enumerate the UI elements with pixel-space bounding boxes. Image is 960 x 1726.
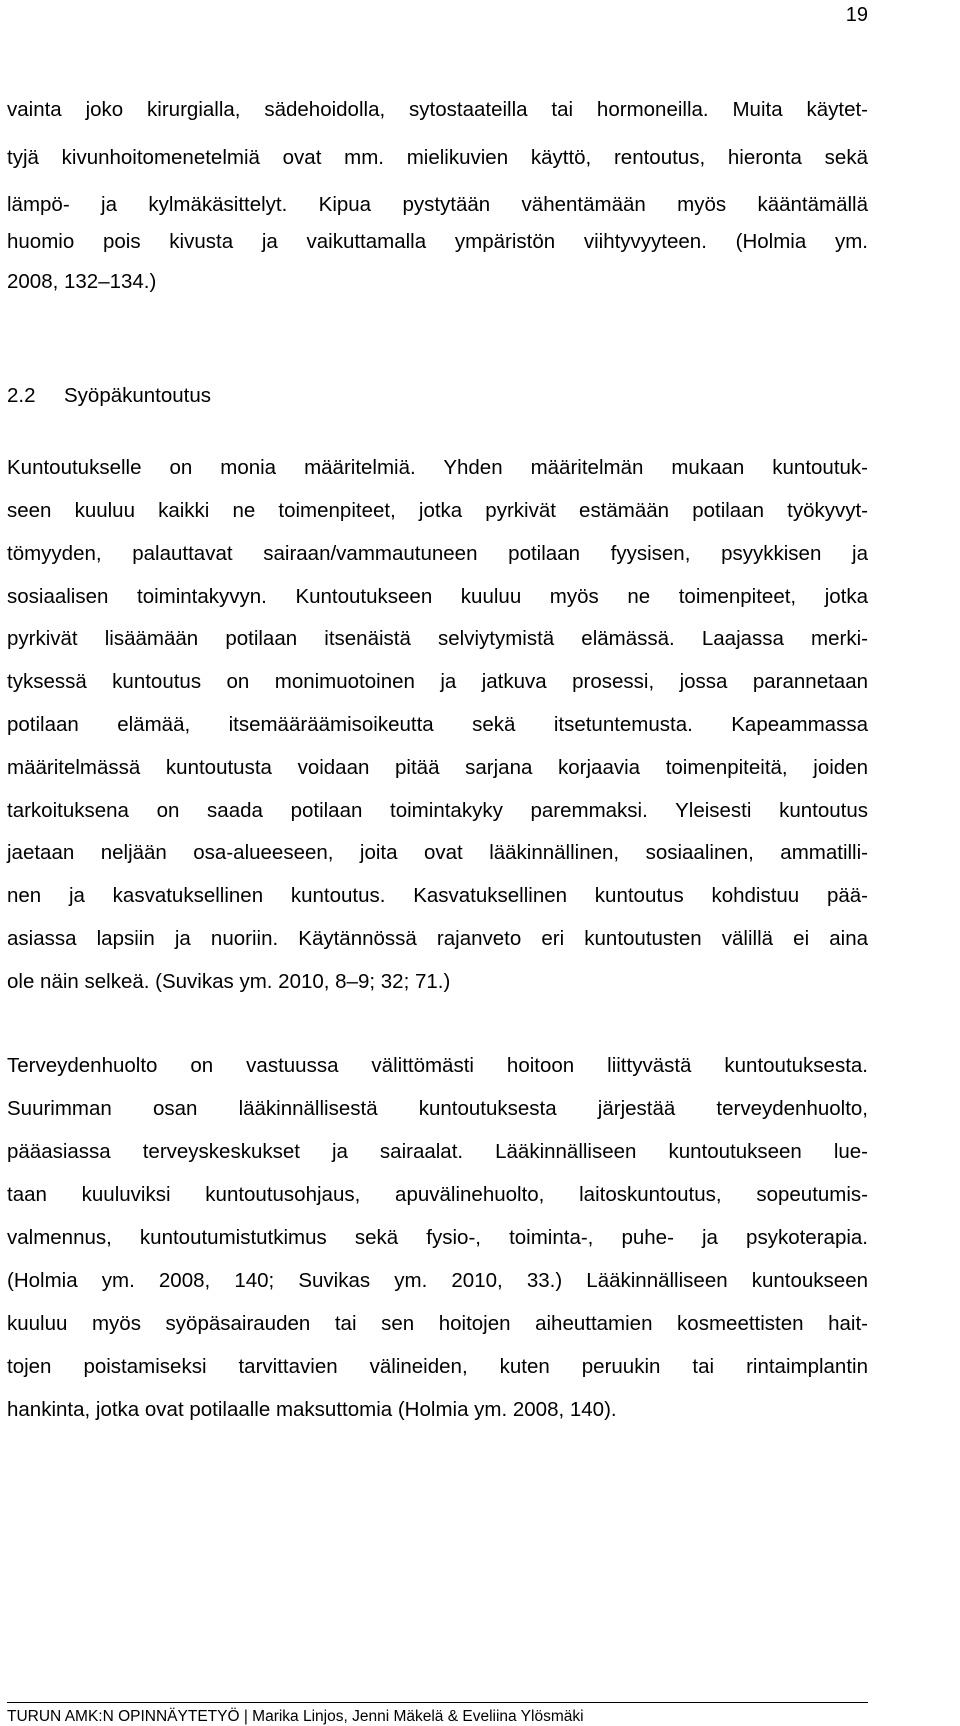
page-number: 19 (845, 4, 868, 26)
text-line: sosiaalisen toimintakyvyn. Kuntoutukseen kuuluu myös ne toimenpiteet, jotka (7, 585, 868, 608)
text-line: tarkoituksena on saada potilaan toimintakyky paremmaksi. Yleisesti kuntoutus (7, 799, 868, 822)
text-line: lämpö- ja kylmäkäsittelyt. Kipua pystytään vähentämään myös kääntämällä (7, 193, 868, 216)
text-line: pääasiassa terveyskeskukset ja sairaalat. Lääkinnälliseen kuntoutukseen lue- (7, 1140, 868, 1163)
text-line: kuuluu myös syöpäsairauden tai sen hoitojen aiheuttamien kosmeettisten hait- (7, 1312, 868, 1335)
text-line: hankinta, jotka ovat potilaalle maksuttomia (Holmia ym. 2008, 140). (7, 1398, 617, 1421)
text-line: tömyyden, palauttavat sairaan/vammautuneen potilaan fyysisen, psyykkisen ja (7, 542, 868, 565)
section-title: Syöpäkuntoutus (64, 384, 212, 407)
text-line: tyksessä kuntoutus on monimuotoinen ja jatkuva prosessi, jossa parannetaan (7, 670, 868, 693)
section-number: 2.2 (7, 384, 36, 407)
text-line: seen kuuluu kaikki ne toimenpiteet, jotka pyrkivät estämään potilaan työkyvyt- (7, 499, 868, 522)
text-line: asiassa lapsiin ja nuoriin. Käytännössä rajanveto eri kuntoutusten välillä ei aina (7, 927, 868, 950)
text-line: potilaan elämää, itsemääräämisoikeutta sekä itsetuntemusta. Kapeammassa (7, 713, 868, 736)
text-line: Kuntoutukselle on monia määritelmiä. Yhden määritelmän mukaan kuntoutuk- (7, 456, 868, 479)
section-heading (7, 383, 211, 409)
text-line: (Holmia ym. 2008, 140; Suvikas ym. 2010, 33.) Lääkinnälliseen kuntoukseen (7, 1269, 868, 1292)
text-line: valmennus, kuntoutumistutkimus sekä fysio-, toiminta-, puhe- ja psykoterapia. (7, 1226, 868, 1249)
text-line: määritelmässä kuntoutusta voidaan pitää sarjana korjaavia toimenpiteitä, joiden (7, 756, 868, 779)
text-line: tyjä kivunhoitomenetelmiä ovat mm. mielikuvien käyttö, rentoutus, hieronta sekä (7, 146, 868, 169)
text-line: taan kuuluviksi kuntoutusohjaus, apuvälinehuolto, laitoskuntoutus, sopeutumis- (7, 1183, 868, 1206)
text-line: 2008, 132–134.) (7, 270, 157, 293)
text-line: huomio pois kivusta ja vaikuttamalla ympäristön viihtyvyyteen. (Holmia ym. (7, 230, 868, 253)
text-line: Terveydenhuolto on vastuussa välittömästi hoitoon liittyvästä kuntoutuksesta. (7, 1054, 868, 1077)
text-line: ole näin selkeä. (Suvikas ym. 2010, 8–9; 32; 71.) (7, 970, 451, 993)
text-line: nen ja kasvatuksellinen kuntoutus. Kasvatuksellinen kuntoutus kohdistuu pää- (7, 884, 868, 907)
text-line: jaetaan neljään osa-alueeseen, joita ovat lääkinnällinen, sosiaalinen, ammatilli- (7, 841, 868, 864)
text-line: pyrkivät lisäämään potilaan itsenäistä selviytymistä elämässä. Laajassa merki- (7, 627, 868, 650)
text-line: vainta joko kirurgialla, sädehoidolla, sytostaateilla tai hormoneilla. Muita käytet- (7, 98, 868, 121)
footer-divider (7, 1702, 868, 1703)
page-footer: TURUN AMK:N OPINNÄYTETYÖ | Marika Linjos, Jenni Mäkelä & Eveliina Ylösmäki (7, 1708, 584, 1725)
text-line: tojen poistamiseksi tarvittavien välineiden, kuten peruukin tai rintaimplantin (7, 1355, 868, 1378)
text-line: Suurimman osan lääkinnällisestä kuntoutuksesta järjestää terveydenhuolto, (7, 1097, 868, 1120)
